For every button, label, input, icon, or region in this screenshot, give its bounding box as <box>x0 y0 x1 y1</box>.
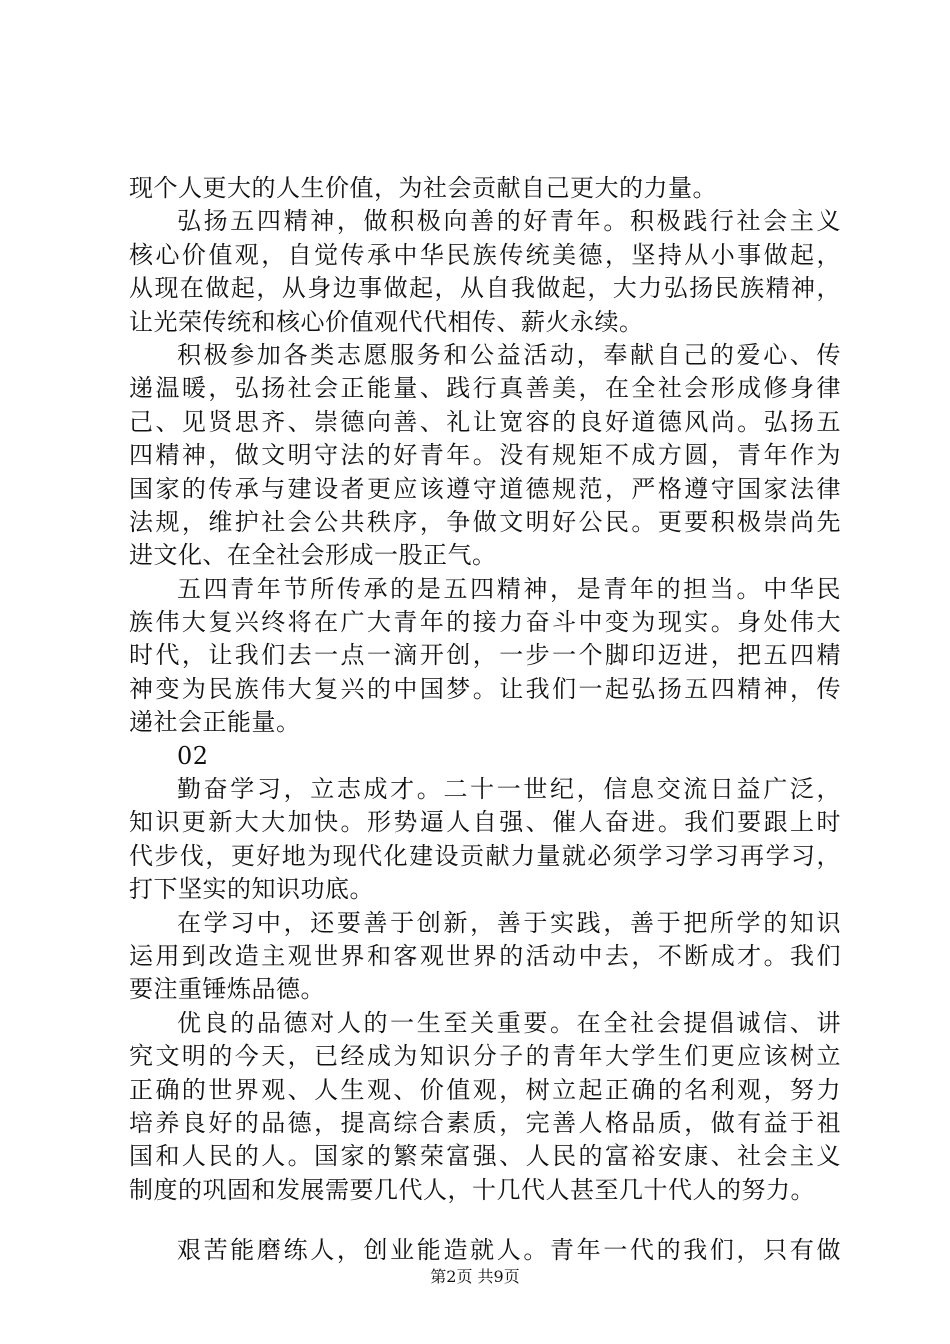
text-line: 运用到改造主观世界和客观世界的活动中去，不断成才。我们 <box>129 941 841 970</box>
text-line: 培养良好的品德，提高综合素质，完善人格品质，做有益于祖 <box>129 1108 841 1137</box>
text-line: 族伟大复兴终将在广大青年的接力奋斗中变为现实。身处伟大 <box>129 608 841 637</box>
text-line: 优良的品德对人的一生至关重要。在全社会提倡诚信、讲 <box>177 1008 841 1037</box>
text-line: 五四青年节所传承的是五四精神，是青年的担当。中华民 <box>177 574 841 603</box>
text-line: 国和人民的人。国家的繁荣富强、人民的富裕安康、社会主义 <box>129 1142 841 1171</box>
text-line: 艰苦能磨练人，创业能造就人。青年一代的我们，只有做 <box>177 1236 841 1265</box>
text-line: 代步伐，更好地为现代化建设贡献力量就必须学习学习再学习， <box>129 841 841 870</box>
text-line: 四精神，做文明守法的好青年。没有规矩不成方圆，青年作为 <box>129 441 841 470</box>
paragraph-gap <box>129 1207 841 1234</box>
text-line: 知识更新大大加快。形势逼人自强、催人奋进。我们要跟上时 <box>129 808 841 837</box>
text-line: 递社会正能量。 <box>129 708 301 737</box>
text-line: 在学习中，还要善于创新，善于实践，善于把所学的知识 <box>177 908 841 937</box>
text-line: 勤奋学习，立志成才。二十一世纪，信息交流日益广泛， <box>177 775 841 804</box>
text-line: 积极参加各类志愿服务和公益活动，奉献自己的爱心、传 <box>177 340 841 369</box>
text-line: 进文化、在全社会形成一股正气。 <box>129 541 497 570</box>
text-line: 现个人更大的人生价值，为社会贡献自己更大的力量。 <box>129 174 717 202</box>
page-footer: 第2页 共9页 <box>430 1267 520 1286</box>
text-line: 神变为民族伟大复兴的中国梦。让我们一起弘扬五四精神，传 <box>129 674 841 703</box>
text-line: 制度的巩固和发展需要几代人，十几代人甚至几十代人的努力。 <box>129 1175 815 1204</box>
text-line: 打下坚实的知识功底。 <box>129 875 374 904</box>
text-line: 究文明的今天，已经成为知识分子的青年大学生们更应该树立 <box>129 1042 841 1071</box>
text-line: 02 <box>177 741 209 770</box>
text-line: 从现在做起，从身边事做起，从自我做起，大力弘扬民族精神， <box>129 274 841 303</box>
text-line: 时代，让我们去一点一滴开创，一步一个脚印迈进，把五四精 <box>129 641 841 670</box>
text-line: 弘扬五四精神，做积极向善的好青年。积极践行社会主义 <box>177 207 841 236</box>
text-line: 国家的传承与建设者更应该遵守道德规范，严格遵守国家法律 <box>129 474 841 503</box>
text-line: 让光荣传统和核心价值观代代相传、薪火永续。 <box>129 307 644 336</box>
text-line: 己、见贤思齐、崇德向善、礼让宽容的良好道德风尚。弘扬五 <box>129 407 841 436</box>
text-line: 法规，维护社会公共秩序，争做文明好公民。更要积极崇尚先 <box>129 507 841 536</box>
text-line: 递温暖，弘扬社会正能量、践行真善美，在全社会形成修身律 <box>129 374 841 403</box>
document-body <box>129 172 841 1268</box>
text-line: 正确的世界观、人生观、价值观，树立起正确的名利观，努力 <box>129 1075 841 1104</box>
text-line: 要注重锤炼品德。 <box>129 975 325 1004</box>
text-line: 核心价值观，自觉传承中华民族传统美德，坚持从小事做起， <box>129 240 841 269</box>
